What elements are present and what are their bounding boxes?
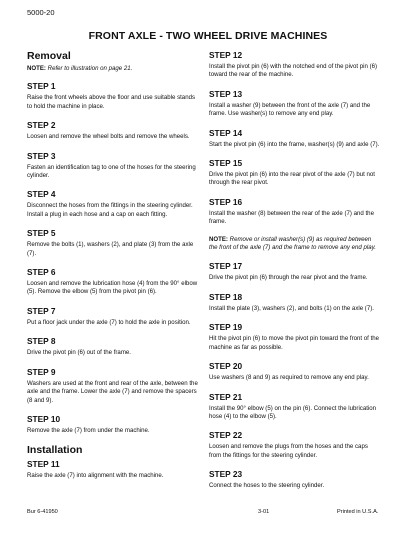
note-text: Refer to illustration on page 21.	[47, 65, 133, 72]
installation-heading: Installation	[27, 444, 83, 457]
step-label: STEP 6	[27, 267, 56, 278]
step-11	[27, 459, 199, 480]
step-23	[209, 469, 381, 490]
step-label: STEP 18	[209, 291, 243, 302]
step-label: STEP 9	[27, 366, 56, 377]
step-label: STEP 15	[209, 158, 243, 169]
step-text: Start the pivot pin (6) into the frame, washer(s) (9) and axle (7).	[209, 140, 380, 148]
step-label: STEP 14	[209, 127, 243, 138]
step-text: Loosen and remove the wheel bolts and remove the wheels.	[27, 133, 190, 141]
step-label: STEP 19	[209, 322, 243, 333]
note-label: NOTE:	[209, 235, 228, 243]
step-label: STEP 11	[27, 459, 60, 470]
step-text: Install the washer (8) between the rear of the axle (7) and the frame.	[209, 209, 374, 226]
step-text: Fasten an identification tag to one of the hoses for the steering cylinder.	[27, 163, 196, 180]
step-label: STEP 21	[209, 391, 243, 402]
step-label: STEP 10	[27, 413, 61, 424]
step-19	[209, 322, 381, 352]
step-label: STEP 12	[209, 50, 243, 60]
step-15	[209, 158, 381, 188]
step-22	[209, 430, 381, 460]
step-17	[209, 261, 381, 282]
right-column	[209, 50, 381, 500]
step-label: STEP 7	[27, 305, 56, 316]
note-text: Remove or install washer(s) (9) as required between the front of the axle (7) and the frame to remove any end play.	[209, 235, 376, 252]
step-text: Install the plate (3), washers (2), and bolts (1) on the axle (7).	[209, 304, 374, 312]
step-text: Use washers (8 and 9) as required to remove any end play.	[209, 374, 369, 382]
step-text: Connect the hoses to the steering cylinder.	[209, 482, 325, 490]
step-text: Loosen and remove the plugs from the hoses and the caps from the fittings for the steering cylinder.	[209, 443, 368, 459]
step-text: Put a floor jack under the axle (7) to hold the axle in position.	[27, 318, 191, 326]
footer-doc-number: Bur 6-41950	[27, 509, 58, 515]
step-5	[27, 228, 199, 258]
step-18	[209, 292, 381, 313]
step-label: STEP 13	[209, 88, 243, 99]
left-column	[27, 50, 199, 490]
step-10	[27, 414, 199, 435]
step-8	[27, 336, 199, 357]
step-label: STEP 5	[27, 228, 56, 239]
step-text: Remove the bolts (1), washers (2), and plate (3) from the axle (7).	[27, 241, 194, 257]
step-label: STEP 17	[209, 261, 243, 272]
step-text: Disconnect the hoses from the fittings in the steering cylinder. Install a plug in each hose and a cap on each fitting.	[27, 202, 193, 218]
step-16	[209, 197, 381, 227]
step-label: STEP 20	[209, 361, 243, 372]
step-label: STEP 3	[27, 150, 56, 161]
step-20	[209, 361, 381, 382]
removal-heading: Removal	[27, 50, 71, 62]
footer-printed: Printed in U.S.A.	[337, 509, 379, 515]
step-text: Hit the pivot pin (6) to move the pivot pin toward the front of the machine as far as possible.	[209, 335, 380, 351]
step-text: Install the 90° elbow (5) on the pin (6). Connect the lubrication hose (4) to the elbow (5).	[209, 404, 377, 420]
step-label: STEP 16	[209, 196, 243, 207]
step-text: Drive the pivot pin (6) into the rear pivot of the axle (7) but not through the rear pivot.	[209, 171, 375, 187]
page-code: 5000-20	[27, 8, 55, 17]
step-label: STEP 1	[27, 81, 56, 92]
step-text: Raise the axle (7) into alignment with the machine.	[27, 472, 164, 480]
installation-note	[209, 236, 381, 253]
step-text: Install a washer (9) between the front of the axle (7) and the frame. Use washer(s) to remove any end play.	[209, 101, 371, 118]
step-label: STEP 4	[27, 189, 56, 200]
step-9	[27, 367, 199, 405]
page-title: FRONT AXLE - TWO WHEEL DRIVE MACHINES	[88, 30, 328, 42]
removal-note	[27, 65, 199, 73]
step-text: Loosen and remove the lubrication hose (4) from the 90° elbow (5). Remove the elbow (5) from the pivot pin (6).	[27, 280, 198, 296]
step-6	[27, 267, 199, 297]
step-14	[209, 128, 381, 149]
note-label: NOTE:	[27, 65, 46, 72]
step-1	[27, 81, 199, 111]
step-label: STEP 8	[27, 336, 56, 347]
step-21	[209, 392, 381, 422]
step-7	[27, 306, 199, 327]
step-4	[27, 189, 199, 219]
step-text: Install the pivot pin (6) with the notched end of the pivot pin (6) toward the rear of the machine.	[209, 63, 378, 79]
step-label: STEP 23	[209, 469, 243, 480]
step-2	[27, 120, 199, 141]
step-3	[27, 151, 199, 181]
step-label: STEP 2	[27, 120, 56, 131]
step-13	[209, 89, 381, 119]
step-text: Remove the axle (7) from under the machine.	[27, 426, 150, 434]
step-text: Raise the front wheels above the floor and use suitable stands to hold the machine in place.	[27, 94, 196, 110]
step-text: Drive the pivot pin (6) through the rear pivot and the frame.	[209, 274, 368, 282]
step-12	[209, 50, 381, 80]
step-text: Drive the pivot pin (6) out of the frame.	[27, 349, 131, 357]
step-text: Washers are used at the front and rear of the axle, between the axle and the frame. Lower the axle (7) and remove the spacers (8 and 9).	[27, 379, 198, 404]
step-label: STEP 22	[209, 430, 243, 441]
footer-date: 3-01	[258, 509, 270, 515]
